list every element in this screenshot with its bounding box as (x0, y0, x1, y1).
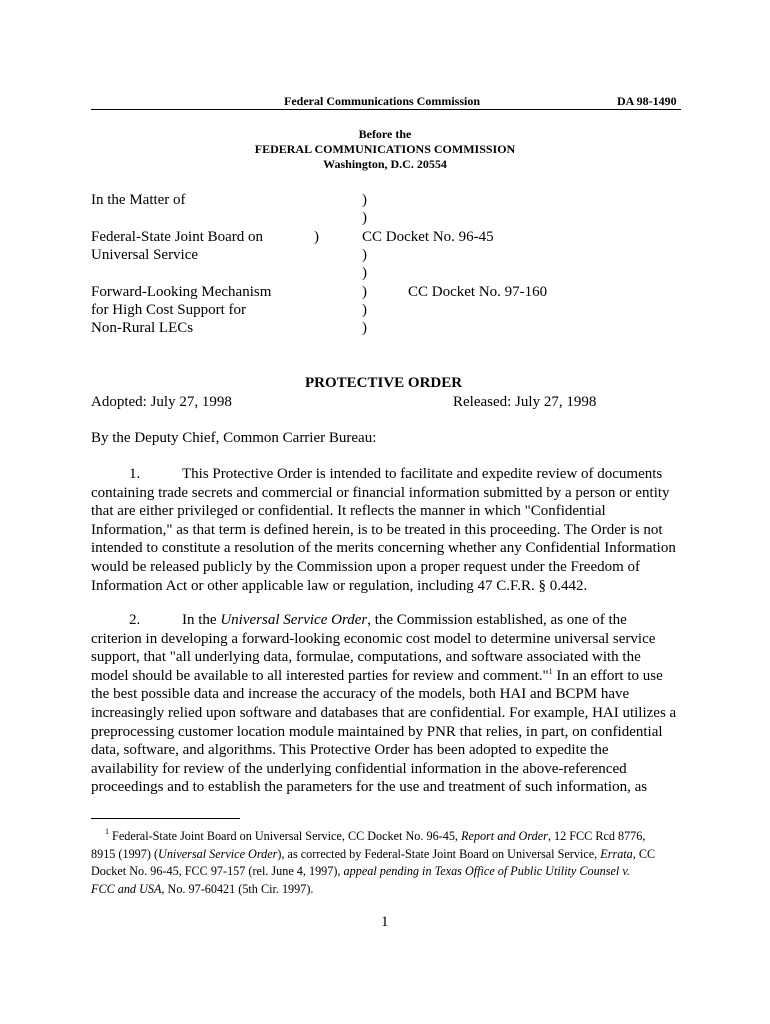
para2-line: the best possible data and increase the accuracy of the models, both HAI and BCPM have (91, 686, 630, 703)
order-title: PROTECTIVE ORDER (305, 375, 463, 391)
paragraph-1 (91, 465, 681, 595)
para1-line: containing trade secrets and commercial or financial information submitted by a person or entity (91, 484, 670, 501)
footnote-italic: Errata (600, 846, 633, 861)
paren: ) (362, 210, 367, 226)
footnote-text: , No. 97-60421 (5th Cir. 1997). (161, 881, 314, 896)
footnote-text: ), as corrected by Federal-State Joint Board on Universal Service, (277, 846, 601, 861)
paren: ) (362, 284, 367, 300)
paren: ) (362, 247, 367, 263)
footnote-text: Federal-State Joint Board on Universal Service, CC Docket No. 96-45, (109, 829, 462, 843)
paren: ) (362, 320, 367, 336)
para2-line: increasingly relied upon software and databases that are confidential. For example, HAI utilizes a (91, 704, 677, 721)
matter-intro: In the Matter of (91, 192, 186, 208)
footnote-text: 8915 (1997) ( (91, 846, 159, 861)
paragraph-number: 1. (129, 466, 141, 482)
footnote-text: Docket No. 96-45, FCC 97-157 (rel. June 4, 1997), (91, 864, 344, 878)
footnote-separator (91, 818, 240, 819)
header-doc-number: DA 98-1490 (617, 94, 677, 108)
para2-line: preprocessing customer location module maintained by PNR that relies, in part, on confidential (91, 723, 663, 740)
footnote-text: , CC (632, 846, 656, 861)
footnote-italic: Universal Service Order (158, 846, 278, 861)
header-agency: Federal Communications Commission (284, 94, 480, 108)
party1-line1: Federal-State Joint Board on (91, 229, 264, 245)
footnote-ref[interactable]: 1 (548, 666, 553, 676)
footnote-italic: Report and Order (461, 829, 548, 843)
party2-line1: Forward-Looking Mechanism (91, 284, 272, 300)
para2-text: In the (182, 612, 221, 628)
para2-text: model should be available to all interested parties for review and comment." (91, 667, 549, 684)
para1-line: would be released publicly by the Commission upon a proper request under the Freedom of (91, 558, 641, 575)
case-citation: Universal Service Order (220, 612, 368, 628)
party2-line2: for High Cost Support for (91, 302, 246, 318)
docket-96-45: CC Docket No. 96-45 (362, 229, 494, 245)
adopted-date: Adopted: July 27, 1998 (91, 394, 232, 410)
caption-before: Before the (358, 127, 412, 141)
footnote-italic: FCC and USA (91, 881, 162, 896)
para1-line: intended to constitute a resolution of the merits concerning whether any Confidential Information (91, 540, 676, 557)
footnote-text: , 12 FCC Rcd 8776, (547, 829, 646, 843)
para2-text: , the Commission established, as one of the (367, 612, 627, 628)
paragraph-number: 2. (129, 612, 141, 628)
para1-line: This Protective Order is intended to facilitate and expedite review of documents (182, 466, 663, 482)
footnote-italic: appeal pending in Texas Office of Public Utility Counsel v. (343, 864, 630, 878)
para2-line (91, 667, 681, 686)
para2-line: criterion in developing a forward-looking economic cost model to determine universal service (91, 630, 656, 647)
footnote (91, 828, 691, 898)
para1-line: that are either privileged or confidential. It reflects the manner in which "Confidential (91, 503, 606, 520)
docket-97-160: CC Docket No. 97-160 (408, 284, 548, 300)
para2-line: availability for review of the underlying confidential information in the above-referenced (91, 760, 627, 777)
footnote-mark: 1 (105, 827, 109, 836)
issued-by: By the Deputy Chief, Common Carrier Bureau: (91, 430, 377, 446)
paren: ) (362, 302, 367, 318)
party1-line2: Universal Service (91, 247, 199, 263)
party2-line3: Non-Rural LECs (91, 320, 194, 336)
page-number: 1 (381, 914, 389, 930)
para2-text: In an effort to use (552, 667, 663, 684)
paren: ) (362, 265, 367, 281)
caption-location: Washington, D.C. 20554 (323, 157, 447, 171)
para1-line: Information," as that term is defined herein, is to be treated in this proceeding. The Order is not (91, 521, 663, 538)
para2-line: proceedings and to establish the parameters for the use and treatment of such information, as (91, 779, 648, 796)
paren: ) (314, 229, 319, 245)
para1-line: Information Act or other applicable law or regulation, including 47 C.F.R. § 0.442. (91, 577, 588, 594)
released-date: Released: July 27, 1998 (453, 394, 597, 410)
header-rule (91, 109, 681, 110)
para2-line: support, that "all underlying data, formulae, computations, and software associated with the (91, 649, 641, 666)
para2-line: data, software, and algorithms. This Protective Order has been adopted to expedite the (91, 742, 609, 759)
paragraph-2 (91, 611, 681, 797)
paren: ) (362, 192, 367, 208)
caption-commission: FEDERAL COMMUNICATIONS COMMISSION (254, 142, 516, 156)
